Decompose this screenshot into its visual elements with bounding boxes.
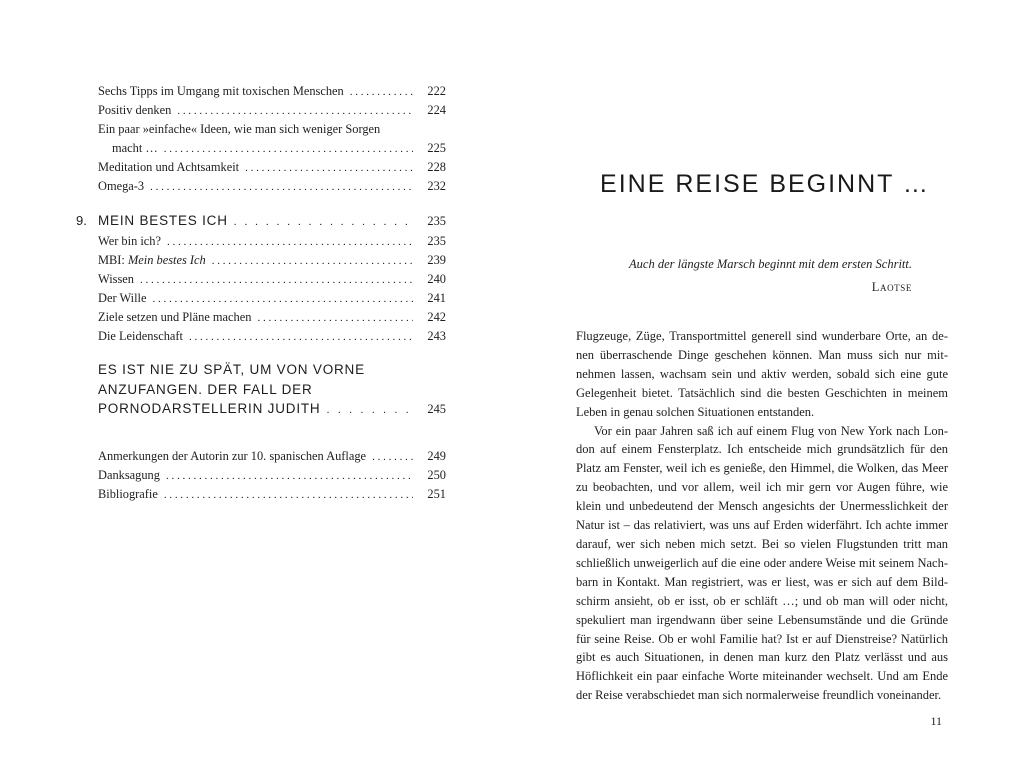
toc-entry-page: 228 xyxy=(427,160,446,174)
chapter-page: 235 xyxy=(427,214,446,228)
toc-entry-title: Danksagung xyxy=(98,467,160,482)
epilogue-title-line1: ES IST NIE ZU SPÄT, UM VON VORNE xyxy=(98,362,365,377)
toc-entry[interactable] xyxy=(98,82,446,101)
toc-leader-dots xyxy=(326,401,413,421)
toc-leader-dots xyxy=(166,467,413,486)
toc-entry-page: 249 xyxy=(427,448,446,463)
epigraph-author: Laotse xyxy=(871,280,912,294)
toc-entry[interactable] xyxy=(98,289,446,308)
paragraph: Vor ein paar Jahren saß ich auf einem Flug von New York nach London auf einem Fensterplatz. Ich entscheide mich grundsätzlich für den Platz am Fenster, weil ich es genieße, den Himmel, die Wolken, das Meer zu beobachten, und vor allem, weil ich mir gern vor Augen führe, wie klein und unbedeutend der Mensch angesichts der Unermesslichkeit der Natur ist – das relativiert, was uns auf Erden widerfährt. Ich achte immer darauf, wer sich neben mich setzt. Bei so vielen Flugstunden tritt man schließlich unweigerlich auf die eine oder andere Weise mit seinem Nachbarn in Kontakt. Man registriert, was er liest, was er sich auf dem Bildschirm ansieht, ob er isst, ob er schläft …; und ob man will oder nicht, spekuliert man irgendwann über seine Lebensumstände und die Gründe für seine Reise. Ob er wohl Familie hat? Ist er auf Dienstreise? Natürlich gibt es auch Situationen, in denen man kurz den Platz verlässt und aus Höflichkeit ein paar einfache Worte miteinander wechselt. Und am Ende der Reise verabschiedet man sich normalerweise freundlich voneinander. xyxy=(576,423,948,703)
toc-leader-dots xyxy=(189,328,413,347)
toc-entry-title: Omega-3 xyxy=(98,179,145,193)
toc-entry[interactable] xyxy=(98,466,446,485)
toc-leader-dots xyxy=(167,233,413,252)
toc-leader-dots xyxy=(350,83,413,102)
epigraph-quote: Auch der längste Marsch beginnt mit dem ersten Schritt. xyxy=(629,257,912,271)
toc-entry-title: Meditation und Achtsamkeit xyxy=(98,160,240,174)
toc-entry-page: 235 xyxy=(427,234,446,248)
toc-entry-title: Ein paar »einfache« Ideen, wie man sich weniger Sorgen xyxy=(98,122,381,136)
toc-entry-page: 242 xyxy=(427,310,446,324)
toc-leader-dots xyxy=(212,252,413,271)
toc-entry-page: 222 xyxy=(427,84,446,98)
toc-leader-dots xyxy=(164,486,413,505)
toc-entry-title: Die Leidenschaft xyxy=(98,329,183,343)
toc-entry-page: 225 xyxy=(427,141,446,155)
toc-entry-page: 224 xyxy=(427,103,446,117)
toc-leader-dots xyxy=(245,159,413,178)
toc-entry-page: 240 xyxy=(427,272,446,286)
toc-entry[interactable] xyxy=(98,485,446,504)
toc-leader-dots xyxy=(164,140,413,159)
epigraph xyxy=(576,255,912,297)
table-of-contents xyxy=(76,82,446,504)
toc-entry-page: 239 xyxy=(427,253,446,267)
toc-entry[interactable] xyxy=(98,251,446,270)
toc-entry-title: Der Wille xyxy=(98,291,147,305)
toc-entry-page: 250 xyxy=(427,467,446,482)
toc-leader-dots xyxy=(234,211,413,233)
toc-entry-line1[interactable] xyxy=(98,120,446,139)
toc-entry-title: Anmerkungen der Autorin zur 10. spanischen Auflage xyxy=(98,448,367,463)
toc-leader-dots xyxy=(140,271,413,290)
toc-entry-title-italic: Mein bestes Ich xyxy=(127,253,206,267)
toc-entry-page: 251 xyxy=(427,486,446,501)
page-number: 11 xyxy=(930,714,942,728)
chapter-heading: EINE REISE BEGINNT … xyxy=(600,170,930,198)
toc-entry-title: Ziele setzen und Pläne machen xyxy=(98,310,252,324)
toc-leader-dots xyxy=(150,178,413,197)
toc-entry-title: Positiv denken xyxy=(98,103,172,117)
toc-entry[interactable] xyxy=(98,101,446,120)
toc-entry-page: 243 xyxy=(427,329,446,343)
toc-leader-dots xyxy=(257,309,413,328)
toc-entry-title-prefix: MBI: xyxy=(98,253,128,267)
toc-entry[interactable] xyxy=(98,270,446,289)
toc-entry-page: 241 xyxy=(427,291,446,305)
toc-leader-dots xyxy=(372,448,413,467)
right-page xyxy=(510,0,1020,775)
paragraph: Flugzeuge, Züge, Transportmittel generell sind wunderbare Orte, an denen überraschende Dinge geschehen können. Man muss sich nur mitnehmen lassen, wachsam sein und aktiv werden, sobald sich eine gute Gelegenheit bietet. Tatsächlich sind die besten Geschichten in meinem Leben in genau solchen Situationen entstanden. xyxy=(576,329,948,419)
toc-entry[interactable] xyxy=(98,177,446,196)
toc-entry-line2[interactable] xyxy=(98,139,446,158)
toc-entry-page: 232 xyxy=(427,179,446,193)
toc-entry[interactable] xyxy=(98,447,446,466)
toc-chapter[interactable] xyxy=(76,210,446,232)
body-text xyxy=(576,327,948,705)
toc-entry-title xyxy=(98,251,206,270)
chapter-title: MEIN BESTES ICH xyxy=(98,213,228,228)
toc-entry[interactable] xyxy=(98,308,446,327)
toc-leader-dots xyxy=(177,102,413,121)
toc-entry-title-cont: macht … xyxy=(112,141,158,155)
toc-entry[interactable] xyxy=(98,232,446,251)
toc-entry-title: Sechs Tipps im Umgang mit toxischen Menschen xyxy=(98,84,344,98)
epilogue-title-line3: PORNODARSTELLERIN JUDITH xyxy=(98,401,321,416)
chapter-number: 9. xyxy=(76,213,87,228)
toc-entry-title: Wissen xyxy=(98,272,134,286)
toc-epilogue[interactable] xyxy=(98,360,446,421)
toc-entry[interactable] xyxy=(98,327,446,346)
toc-entry[interactable] xyxy=(98,158,446,177)
toc-entry-title: Bibliografie xyxy=(98,486,158,501)
epilogue-page: 245 xyxy=(427,402,446,416)
toc-leader-dots xyxy=(152,290,413,309)
toc-entry-title: Wer bin ich? xyxy=(98,234,161,248)
epilogue-title-line2: ANZUFANGEN. DER FALL DER xyxy=(98,381,313,397)
